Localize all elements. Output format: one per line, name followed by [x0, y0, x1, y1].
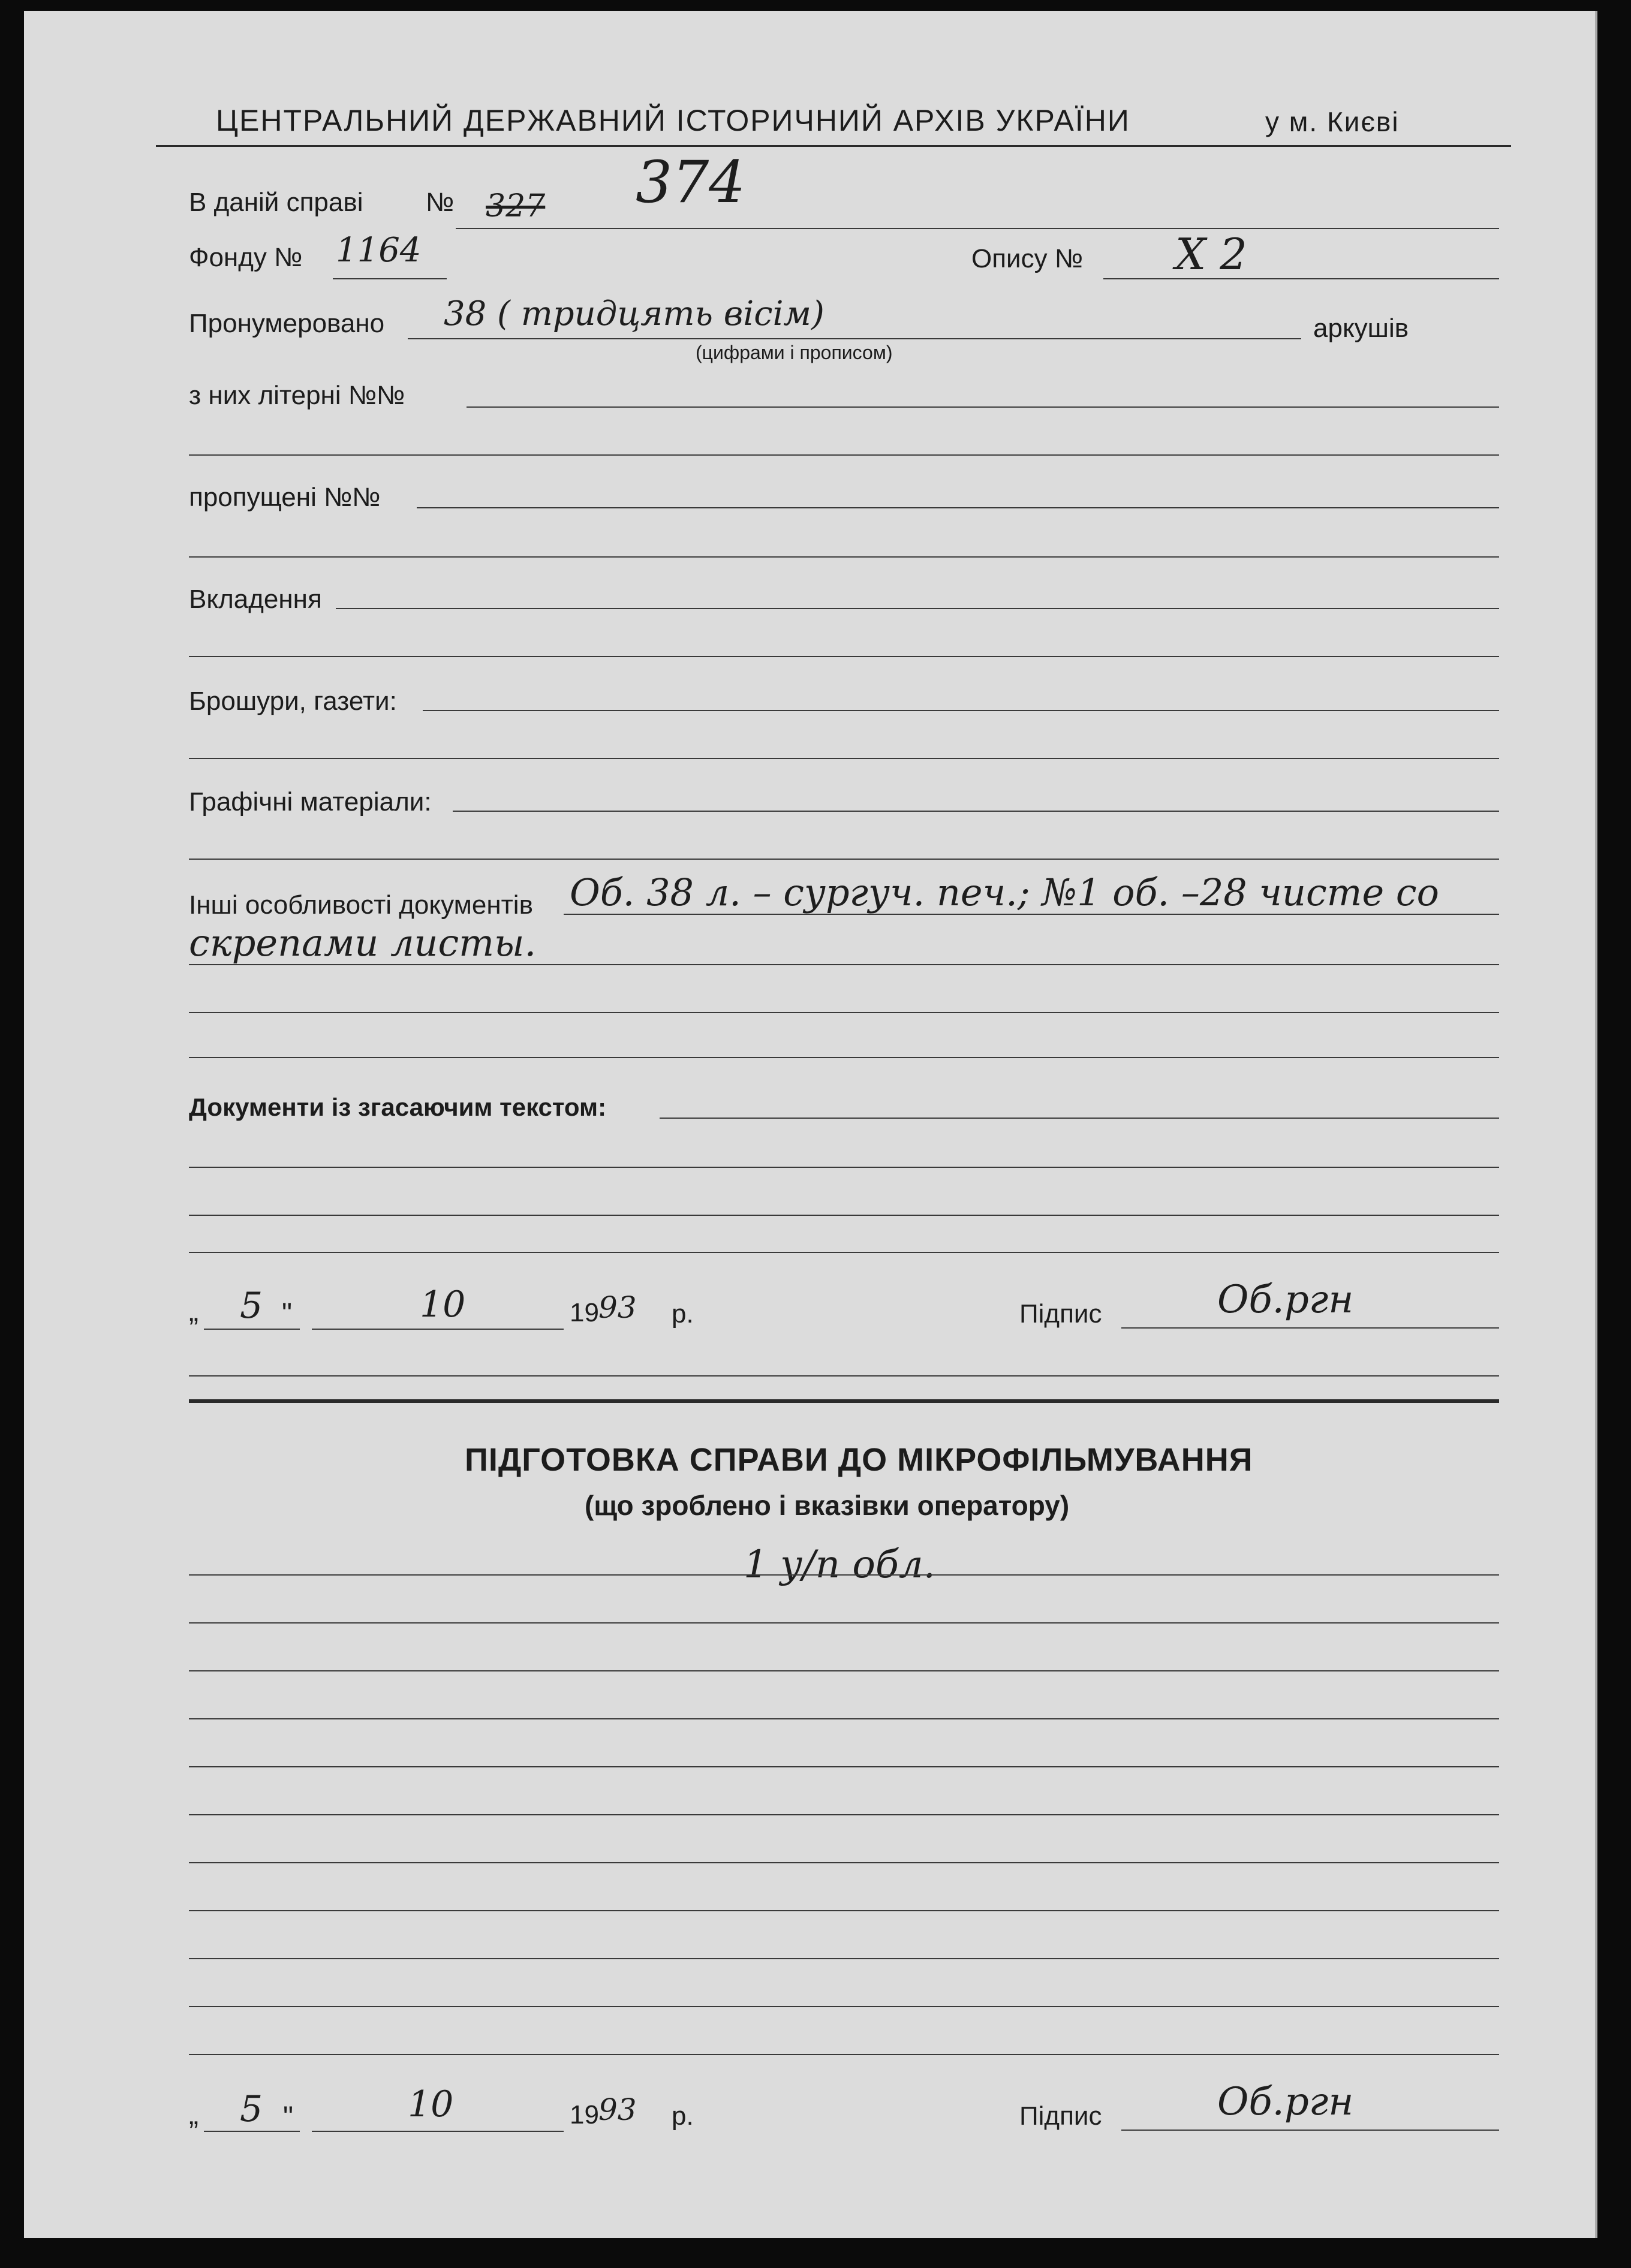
date2-day: 5 [240, 2088, 263, 2130]
archive-name: ЦЕНТРАЛЬНИЙ ДЕРЖАВНИЙ ІСТОРИЧНИЙ АРХІВ УКРАЇНИ [216, 104, 1130, 137]
section-line-10 [189, 2006, 1499, 2007]
graphic-label: Графічні матеріали: [189, 787, 432, 817]
section-line-1 [189, 1574, 1499, 1576]
faded-line-3 [189, 1215, 1499, 1216]
literal-label: з них літерні №№ [189, 381, 405, 410]
date1-day-line [204, 1329, 300, 1330]
faded-label: Документи із згасаючим текстом: [189, 1093, 607, 1121]
date2-quote-close: " [283, 2101, 294, 2133]
graphic-line-2 [189, 859, 1499, 860]
archive-form-sheet [24, 11, 1597, 2238]
opys-line [1103, 278, 1499, 279]
section-line-7 [189, 1862, 1499, 1863]
date1-suffix: р. [672, 1299, 694, 1329]
date2-suffix: р. [672, 2101, 694, 2131]
case-old-value: 327 [486, 188, 546, 224]
date1-signature: Об.ргн [1217, 1278, 1354, 1322]
fond-label: Фонду № [189, 243, 303, 272]
faded-line-2 [189, 1167, 1499, 1168]
section-line-3 [189, 1670, 1499, 1671]
case-label: В даній справі [189, 188, 363, 217]
archive-city: у м. Києві [1265, 106, 1400, 137]
date2-sign-line [1121, 2130, 1499, 2131]
date2-signature: Об.ргн [1217, 2080, 1354, 2124]
date1-sign-label: Підпис [1019, 1299, 1102, 1329]
date1-month-line [312, 1329, 564, 1330]
numbered-hint: (цифрами і прописом) [696, 342, 893, 363]
other-line-3 [189, 1012, 1499, 1013]
case-line [456, 228, 1499, 229]
literal-line-2 [189, 454, 1499, 456]
date1-rule-a [189, 1375, 1499, 1377]
sheets-label: аркушів [1313, 314, 1409, 343]
skipped-line [417, 507, 1499, 508]
fond-value: 1164 [336, 231, 422, 270]
section-title: ПІДГОТОВКА СПРАВИ ДО МІКРОФІЛЬМУВАННЯ [465, 1442, 1253, 1478]
date2-month: 10 [408, 2083, 454, 2125]
date1-quote-close: " [282, 1298, 293, 1330]
skipped-line-2 [189, 556, 1499, 558]
graphic-line [453, 811, 1499, 812]
date1-month: 10 [420, 1284, 466, 1326]
faded-line-4 [189, 1252, 1499, 1253]
header-rule [156, 145, 1511, 147]
numbered-label: Пронумеровано [189, 309, 385, 338]
date2-month-line [312, 2131, 564, 2132]
date1-year-prefix: 19 [570, 1298, 599, 1327]
numbered-line [408, 338, 1301, 339]
date2-sign-label: Підпис [1019, 2101, 1102, 2131]
date1-year-suffix: 93 [598, 1290, 637, 1325]
section-subtitle: (що зроблено і вказівки оператору) [585, 1490, 1070, 1521]
section-line-8 [189, 1910, 1499, 1911]
literal-line [467, 406, 1499, 408]
attachments-line [336, 608, 1499, 609]
faded-line [660, 1118, 1499, 1119]
case-new-value: 374 [636, 149, 746, 216]
skipped-label: пропущені №№ [189, 483, 381, 512]
section-line-6 [189, 1814, 1499, 1815]
other-value-line1: Об. 38 л. – сургуч. печ.; №1 об. –28 чисте со [570, 871, 1439, 914]
section-line-2 [189, 1622, 1499, 1624]
section-line-11 [189, 2054, 1499, 2055]
date2-quote-open: „ [189, 2099, 198, 2131]
fond-line [333, 278, 447, 279]
other-line-4 [189, 1057, 1499, 1058]
section-line-4 [189, 1718, 1499, 1719]
date1-day: 5 [240, 1285, 263, 1327]
attachments-label: Вкладення [189, 585, 322, 614]
date1-quote-open: „ [189, 1296, 198, 1327]
brochures-label: Брошури, газети: [189, 686, 397, 716]
other-value-line2: скрепами листы. [189, 921, 537, 965]
other-label: Інші особливості документів [189, 890, 533, 920]
attachments-line-2 [189, 656, 1499, 657]
case-no-sign: № [426, 188, 455, 217]
section-line-9 [189, 1958, 1499, 1959]
opys-value: X 2 [1175, 229, 1247, 279]
date2-year-prefix: 19 [570, 2100, 599, 2130]
date1-sign-line [1121, 1327, 1499, 1329]
brochures-line [423, 710, 1499, 711]
numbered-value: 38 ( тридцять вісім) [444, 294, 824, 333]
section-divider [189, 1399, 1499, 1403]
section-line-5 [189, 1766, 1499, 1767]
date2-day-line [204, 2131, 300, 2132]
opys-label: Опису № [971, 244, 1084, 273]
section-note: 1 у/п обл. [744, 1543, 935, 1587]
date2-year-suffix: 93 [598, 2092, 637, 2127]
brochures-line-2 [189, 758, 1499, 759]
